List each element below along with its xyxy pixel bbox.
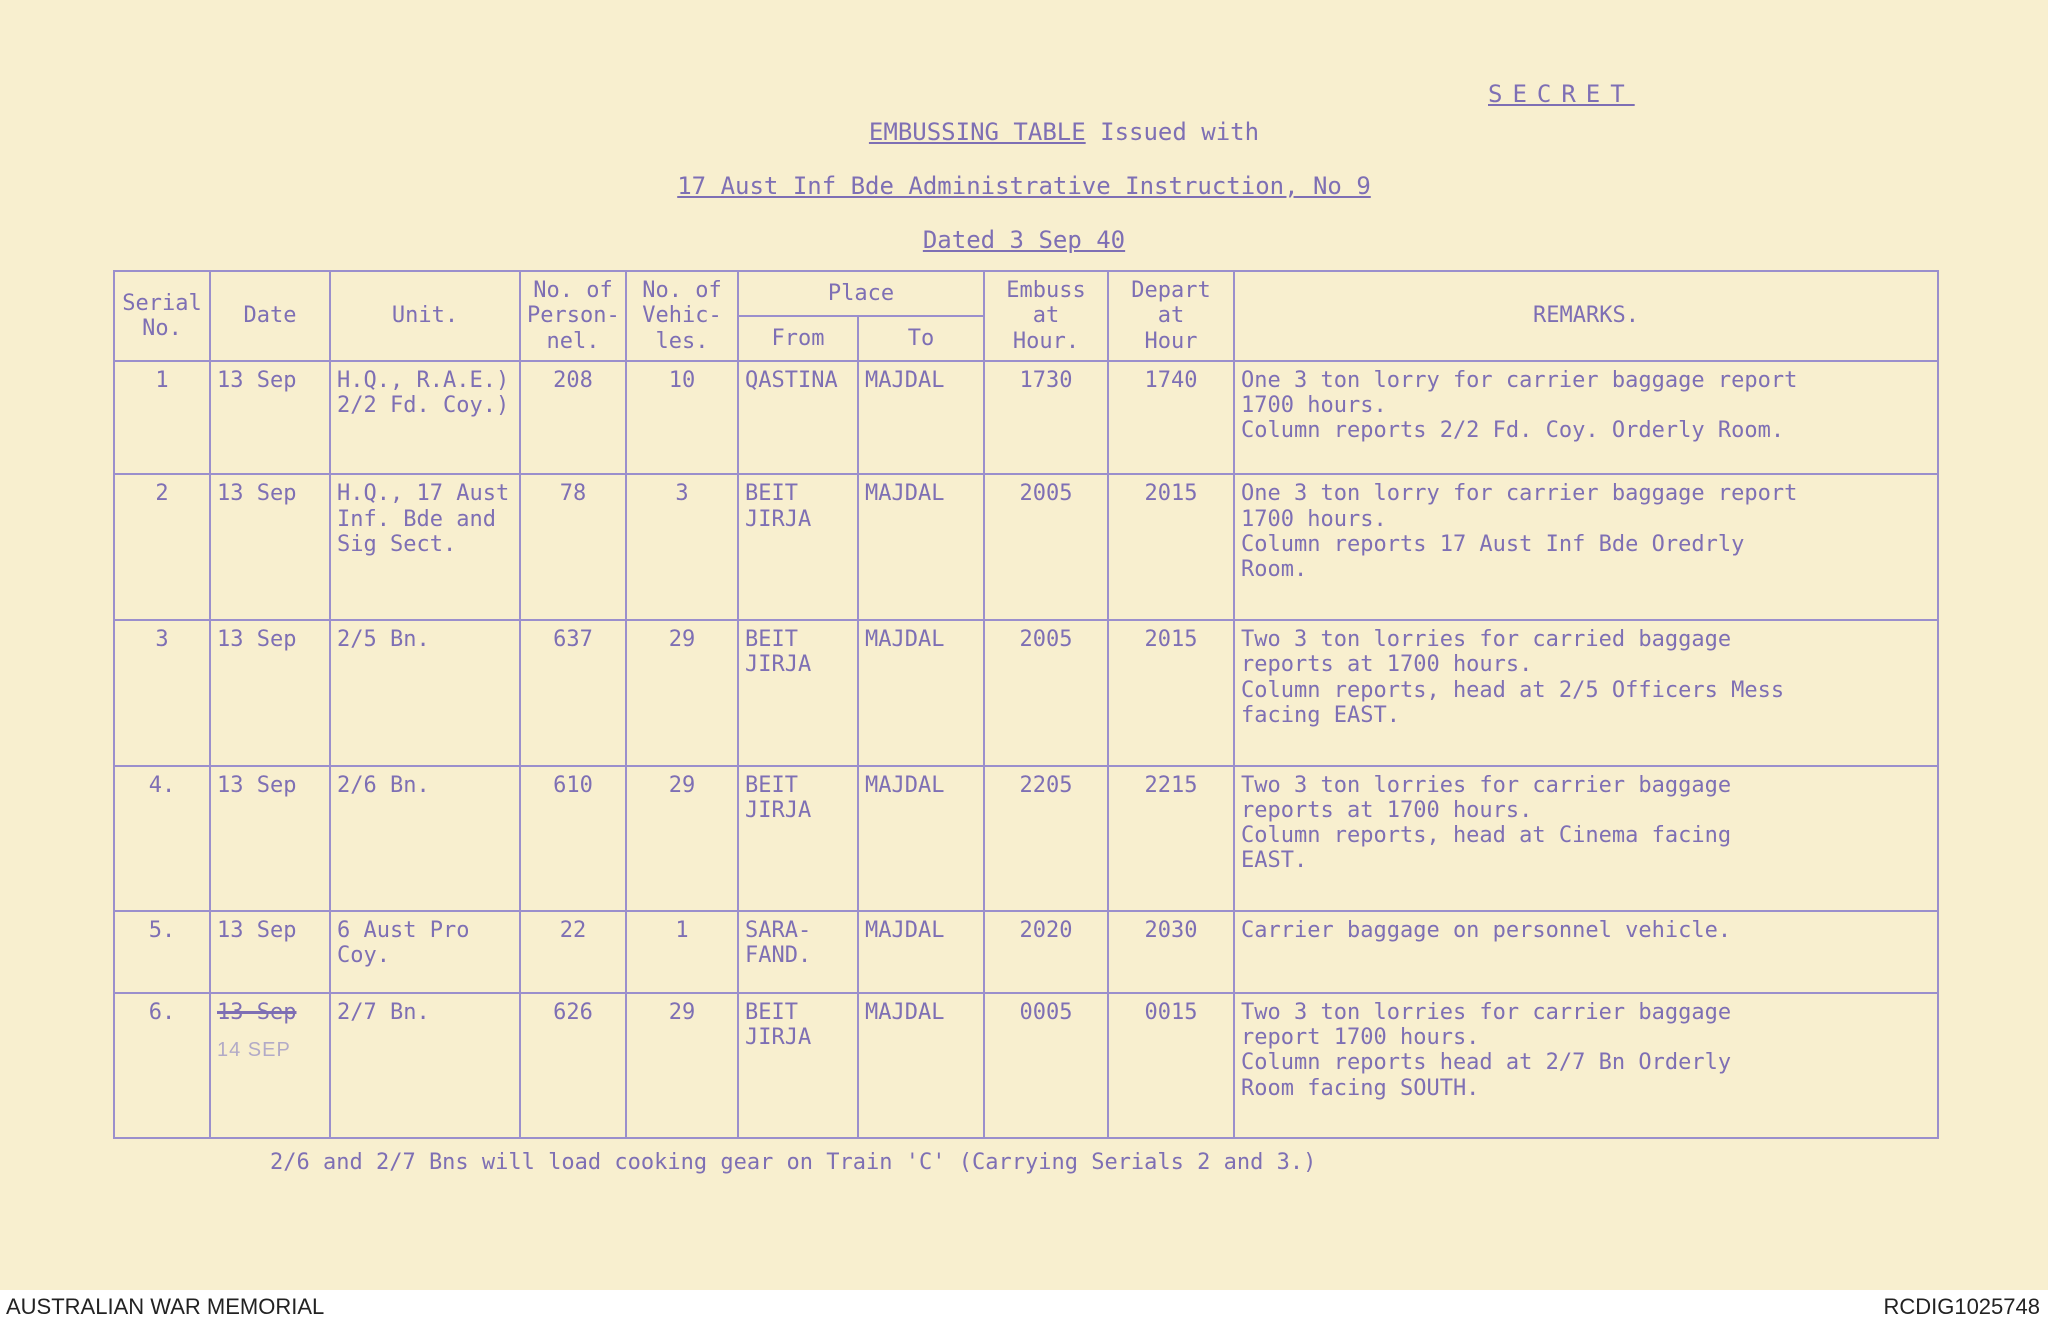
cell-serial: 3: [114, 620, 210, 766]
cell-personnel: 610: [520, 766, 626, 912]
cell-date: 13 Sep: [210, 361, 330, 475]
cell-vehicles: 1: [626, 911, 738, 993]
cell-vehicles: 3: [626, 474, 738, 620]
cell-remarks: Carrier baggage on personnel vehicle.: [1234, 911, 1938, 993]
table-row: [114, 620, 1938, 766]
col-header-to: To: [858, 316, 984, 361]
cell-date: 13 Sep: [210, 911, 330, 993]
cell-to: MAJDAL: [858, 620, 984, 766]
struck-date: 13 Sep: [217, 999, 297, 1025]
cell-personnel: 78: [520, 474, 626, 620]
col-header-personnel: No. of Person- nel.: [520, 271, 626, 361]
cell-unit: 2/7 Bn.: [330, 993, 520, 1139]
cell-unit: H.Q., 17 Aust Inf. Bde and Sig Sect.: [330, 474, 520, 620]
cell-embuss: 2005: [984, 474, 1108, 620]
cell-serial: 4.: [114, 766, 210, 912]
cell-personnel: 626: [520, 993, 626, 1139]
cell-depart: 2030: [1108, 911, 1234, 993]
archive-id: RCDIG1025748: [1883, 1294, 2040, 1319]
cell-depart: 2015: [1108, 474, 1234, 620]
document-date: Dated 3 Sep 40: [922, 226, 1126, 254]
cell-unit: 6 Aust Pro Coy.: [330, 911, 520, 993]
classification-mark: SECRET: [1488, 80, 1635, 108]
cell-remarks: One 3 ton lorry for carrier baggage report 1700 hours. Column reports 2/2 Fd. Coy. Orderly Room.: [1234, 361, 1938, 475]
title-underlined: EMBUSSING TABLE: [868, 118, 1086, 146]
table-row: [114, 993, 1938, 1139]
cell-serial: 5.: [114, 911, 210, 993]
table-row: [114, 361, 1938, 475]
cell-embuss: 2205: [984, 766, 1108, 912]
cell-date: [210, 993, 330, 1139]
title-rest: Issued with: [1085, 118, 1260, 146]
cell-vehicles: 29: [626, 620, 738, 766]
cell-embuss: 2005: [984, 620, 1108, 766]
cell-from: BEIT JIRJA: [738, 766, 858, 912]
col-header-depart: Depart at Hour: [1108, 271, 1234, 361]
cell-depart: 1740: [1108, 361, 1234, 475]
table-row: [114, 911, 1938, 993]
col-header-embuss: Embuss at Hour.: [984, 271, 1108, 361]
col-header-serial: Serial No.: [114, 271, 210, 361]
cell-serial: 6.: [114, 993, 210, 1139]
cell-vehicles: 29: [626, 993, 738, 1139]
cell-from: BEIT JIRJA: [738, 474, 858, 620]
cell-personnel: 208: [520, 361, 626, 475]
table-row: [114, 766, 1938, 912]
cell-to: MAJDAL: [858, 474, 984, 620]
date-stamp: 14 SEP: [217, 1039, 291, 1062]
cell-remarks: One 3 ton lorry for carrier baggage report 1700 hours. Column reports 17 Aust Inf Bde Oredrly Room.: [1234, 474, 1938, 620]
col-header-from: From: [738, 316, 858, 361]
cell-personnel: 637: [520, 620, 626, 766]
cell-unit: 2/5 Bn.: [330, 620, 520, 766]
cell-vehicles: 29: [626, 766, 738, 912]
cell-personnel: 22: [520, 911, 626, 993]
cell-serial: 1: [114, 361, 210, 475]
cell-to: MAJDAL: [858, 361, 984, 475]
col-header-place: Place: [738, 271, 984, 316]
cell-to: MAJDAL: [858, 911, 984, 993]
document-subtitle: 17 Aust Inf Bde Administrative Instruction, No 9: [677, 172, 1371, 200]
table-header-row: [114, 271, 1938, 316]
cell-remarks: Two 3 ton lorries for carrier baggage reports at 1700 hours. Column reports, head at Cinema facing EAST.: [1234, 766, 1938, 912]
embussing-table: [113, 270, 1939, 1139]
cell-remarks: Two 3 ton lorries for carrier baggage report 1700 hours. Column reports head at 2/7 Bn Orderly Room facing SOUTH.: [1234, 993, 1938, 1139]
cell-to: MAJDAL: [858, 766, 984, 912]
cell-embuss: 2020: [984, 911, 1108, 993]
col-header-remarks: REMARKS.: [1234, 271, 1938, 361]
cell-depart: 0015: [1108, 993, 1234, 1139]
cell-remarks: Two 3 ton lorries for carried baggage reports at 1700 hours. Column reports, head at 2/5 Officers Mess facing EAST.: [1234, 620, 1938, 766]
col-header-unit: Unit.: [330, 271, 520, 361]
cell-unit: H.Q., R.A.E.) 2/2 Fd. Coy.): [330, 361, 520, 475]
col-header-vehicles: No. of Vehic- les.: [626, 271, 738, 361]
cell-embuss: 1730: [984, 361, 1108, 475]
col-header-date: Date: [210, 271, 330, 361]
cell-depart: 2215: [1108, 766, 1234, 912]
cell-from: BEIT JIRJA: [738, 993, 858, 1139]
document-title: [40, 118, 2048, 146]
table-row: [114, 474, 1938, 620]
cell-date: 13 Sep: [210, 766, 330, 912]
cell-from: BEIT JIRJA: [738, 620, 858, 766]
footnote: 2/6 and 2/7 Bns will load cooking gear on Train 'C' (Carrying Serials 2 and 3.): [270, 1150, 1317, 1175]
cell-depart: 2015: [1108, 620, 1234, 766]
cell-from: SARA- FAND.: [738, 911, 858, 993]
cell-unit: 2/6 Bn.: [330, 766, 520, 912]
archive-caption: AUSTRALIAN WAR MEMORIAL: [6, 1294, 325, 1319]
cell-date: 13 Sep: [210, 474, 330, 620]
cell-serial: 2: [114, 474, 210, 620]
cell-to: MAJDAL: [858, 993, 984, 1139]
cell-vehicles: 10: [626, 361, 738, 475]
cell-date: 13 Sep: [210, 620, 330, 766]
cell-from: QASTINA: [738, 361, 858, 475]
cell-embuss: 0005: [984, 993, 1108, 1139]
